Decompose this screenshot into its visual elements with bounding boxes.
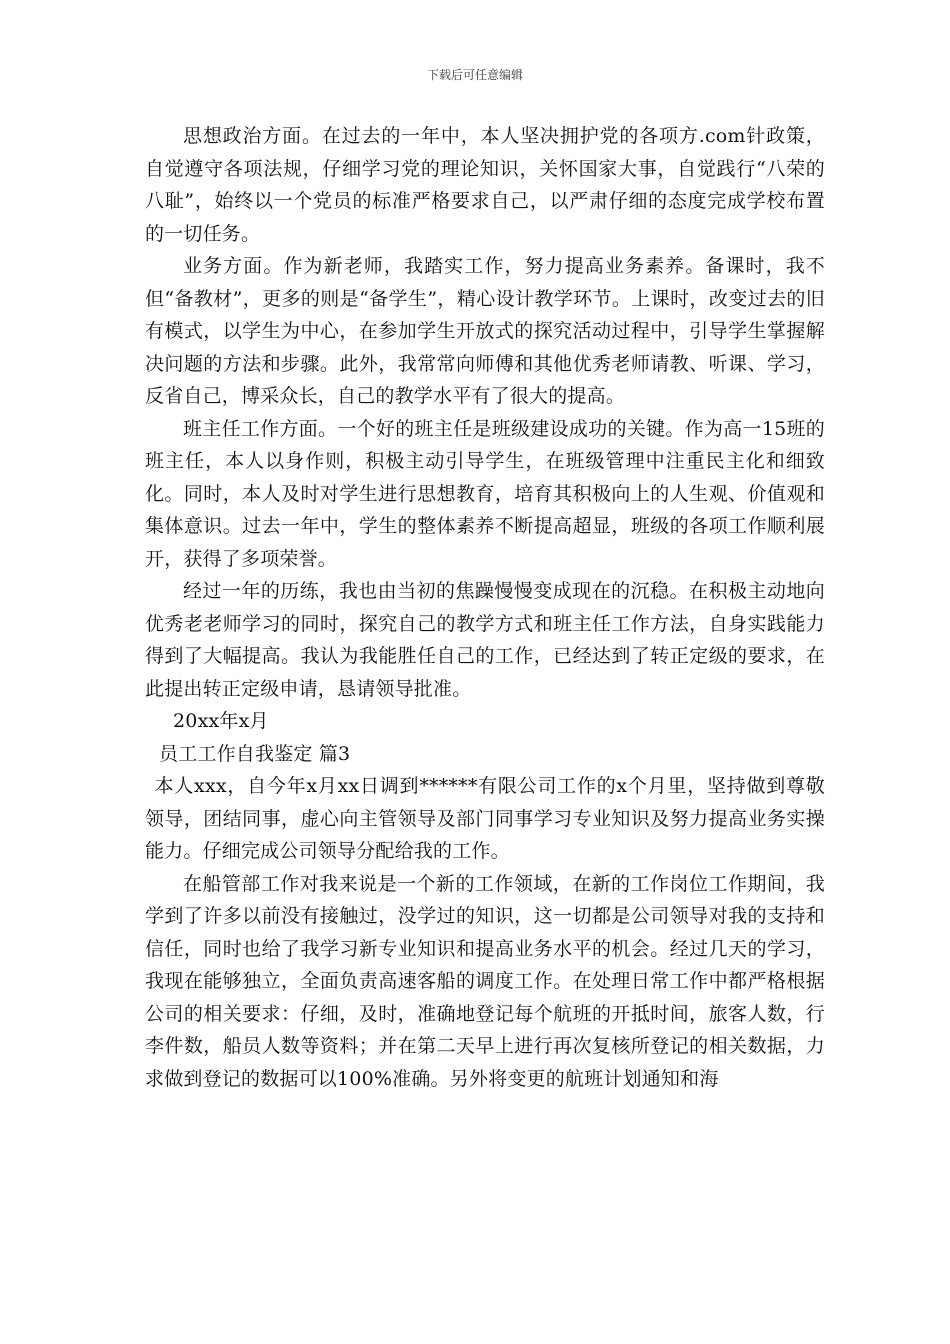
paragraph-conclusion: 经过一年的历练，我也由当初的焦躁慢慢变成现在的沉稳。在积极主动地向优秀老老师学习的同时，探究自己的教学方式和班主任工作方法，自身实践能力得到了大幅提高。我认为我能胜任自己的工作，已经达到了转正定级的要求，在此提出转正定级申请，恳请领导批准。 [145,580,825,700]
document-body [145,120,825,1095]
section-title: 员工工作自我鉴定 篇3 [159,742,351,765]
paragraph-intro-3: 本人xxx，自今年x月xx日调到******有限公司工作的x个月里，坚持做到尊敬领导，团结同事，虚心向主管领导及部门同事学习专业知识及努力提高业务实操能力。仔细完成公司领导分配给我的工作。 [145,775,825,862]
paragraph-political: 思想政治方面。在过去的一年中，本人坚决拥护党的各项方.com针政策，自觉遵守各项法规，仔细学习党的理论知识，关怀国家大事，自觉践行“八荣的八耻”，始终以一个党员的标准严格要求自己，以严肃仔细的态度完成学校布置的一切任务。 [145,125,825,245]
page-header: 下载后可任意编辑 [426,68,523,82]
date-line: 20xx年x月 [173,710,269,732]
paragraph-class-teacher: 班主任工作方面。一个好的班主任是班级建设成功的关键。作为高一15班的班主任，本人以身作则，积极主动引导学生，在班级管理中注重民主化和细致化。同时，本人及时对学生进行思想教育，培育其积极向上的人生观、价值观和集体意识。过去一年中，学生的整体素养不断提高超显，班级的各项工作顺利展开，获得了多项荣誉。 [145,417,825,570]
paragraph-work-3: 在船管部工作对我来说是一个新的工作领域，在新的工作岗位工作期间，我学到了许多以前没有接触过，没学过的知识，这一切都是公司领导对我的支持和信任，同时也给了我学习新专业知识和提高业务水平的机会。经过几天的学习，我现在能够独立，全面负责高速客船的调度工作。在处理日常工作中都严格根据公司的相关要求：仔细，及时，准确地登记每个航班的开抵时间，旅客人数，行李件数，船员人数等资料；并在第二天早上进行再次复核所登记的相关数据，力求做到登记的数据可以100%准确。另外将变更的航班计划通知和海 [145,872,825,1090]
paragraph-business: 业务方面。作为新老师，我踏实工作，努力提高业务素养。备课时，我不但“备教材”，更多的则是“备学生”，精心设计教学环节。上课时，改变过去的旧有模式，以学生为中心，在参加学生开放式的探究活动过程中，引导学生掌握解决问题的方法和步骤。此外，我常常向师傅和其他优秀老师请教、听课、学习，反省自己，博采众长，自己的教学水平有了很大的提高。 [145,255,825,407]
